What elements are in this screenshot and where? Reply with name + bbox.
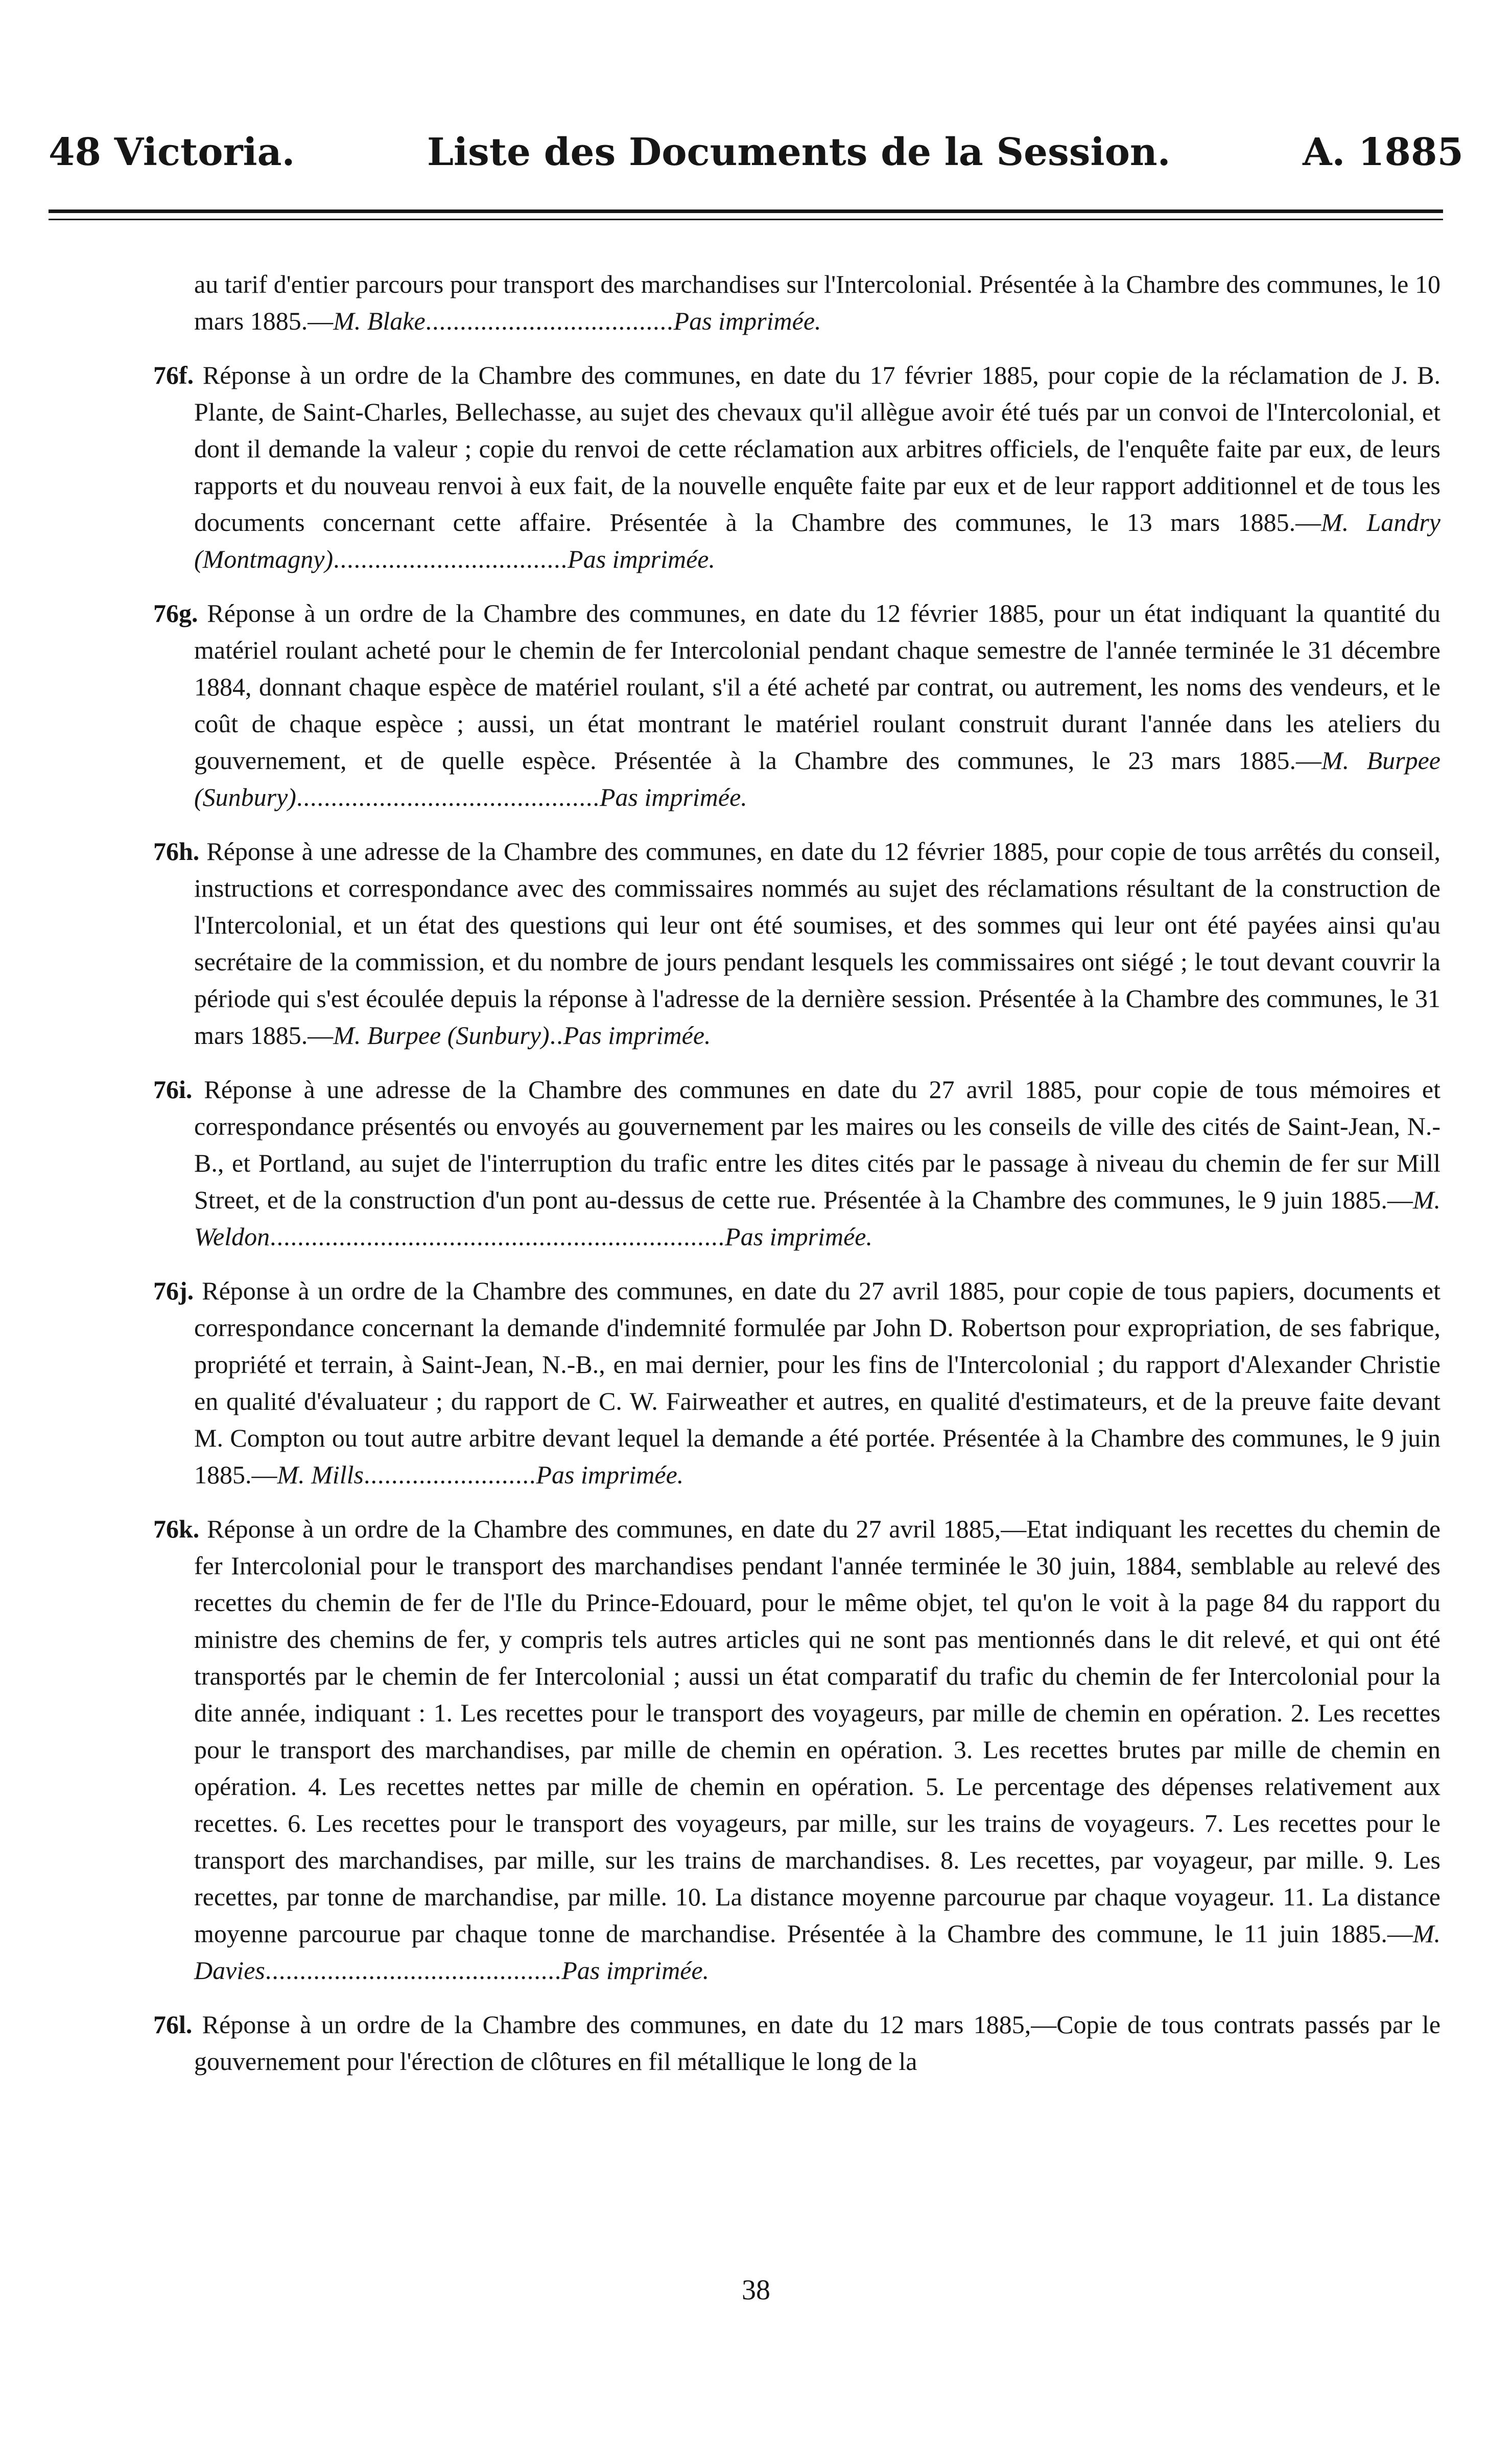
entry-member: M. Landry (Montmagny) bbox=[194, 508, 1441, 573]
list-item bbox=[153, 1071, 1440, 1255]
entry-leader-dots: ......................... bbox=[363, 1460, 536, 1489]
entry-text: Réponse à un ordre de la Chambre des communes, en date du 17 février 1885, pour copie de la réclamation de J. B. Plante, de Saint-Charles, Bellechasse, au sujet des chevaux qu'il allègue avoir été tués par un convoi de l'Intercolonial, et dont il demande la valeur ; copie du renvoi de cette réclamation aux arbitres officiels, de l'enquête faite par eux, de leurs rapports et du nouveau renvoi à eux fait, de la nouvelle enquête faite par eux et de leur rapport additionnel et de tous les documents concernant cette affaire. Présentée à la Chambre des communes, le 13 mars 1885.— bbox=[194, 361, 1440, 537]
entry-status: Pas imprimée. bbox=[568, 545, 715, 573]
entry-text: Réponse à un ordre de la Chambre des communes, en date du 27 avril 1885,—Etat indiquant les recettes du chemin de fer Intercolonial pour le transport des marchandises pendant l'année terminée le 30 juin, 1884, semblable au relevé des recettes du chemin de fer de l'Ile du Prince-Edouard, pour le même objet, tel qu'on le voit à la page 84 du rapport du ministre des chemins de fer, y compris tels autres articles qui ne sont pas mentionnés dans le dit relevé, et qui ont été transportés par le chemin de fer Intercolonial ; aussi un état comparatif du trafic du chemin de fer Intercolonial pour la dite année, indiquant : 1. Les recettes pour le transport des voyageurs, par mille de chemin en opération. 2. Les recettes pour le transport des marchandises, par mille de chemin en opération. 3. Les recettes brutes par mille de chemin en opération. 4. Les recettes nettes par mille de chemin en opération. 5. Le percentage des dépenses relativement aux recettes. 6. Les recettes pour le transport des voyageurs, par mille, sur les trains de voyageurs. 7. Les recettes pour le transport des marchandises, par mille, sur les trains de marchandises. 8. Les recettes, par voyageur, par mille. 9. Les recettes, par tonne de marchandise, par mille. 10. La distance moyenne parcourue par chaque voyageur. 11. La distance moyenne parcourue par chaque tonne de marchandise. Présentée à la Chambre des commune, le 11 juin 1885.— bbox=[194, 1515, 1441, 1948]
entry-status: Pas imprimée. bbox=[725, 1222, 872, 1251]
entry-text: au tarif d'entier parcours pour transport des marchandises sur l'Intercolonial. Présentée à la Chambre des communes, le 10 mars 1885.— bbox=[194, 270, 1440, 335]
entry-status: Pas imprimée. bbox=[561, 1956, 710, 1985]
header-rule-thick bbox=[49, 209, 1443, 213]
entry-member: M. Blake bbox=[333, 307, 426, 335]
entry-member: M. Mills bbox=[277, 1460, 364, 1489]
entry-status: Pas imprimée. bbox=[536, 1460, 684, 1489]
entry-leader-dots: .................................................................. bbox=[270, 1222, 725, 1251]
entry-member: M. Weldon bbox=[194, 1185, 1440, 1251]
entry-number: 76f. bbox=[153, 361, 194, 389]
entry-number: 76j. bbox=[153, 1276, 194, 1305]
entry-text: Réponse à un ordre de la Chambre des communes, en date du 12 mars 1885,—Copie de tous contrats passés par le gouvernement pour l'érection de clôtures en fil métallique le long de la bbox=[194, 2010, 1441, 2076]
entry-status: Pas imprimée. bbox=[563, 1021, 711, 1050]
page-number: 38 bbox=[742, 2274, 770, 2306]
list-item bbox=[153, 1272, 1440, 1493]
entry-leader-dots: ........................................... bbox=[265, 1956, 562, 1985]
entry-number: 76k. bbox=[153, 1515, 200, 1543]
entry-number: 76g. bbox=[153, 599, 198, 627]
list-item bbox=[153, 1510, 1440, 1989]
entry-member: M. Burpee (Sunbury) bbox=[194, 746, 1440, 811]
list-item bbox=[153, 833, 1440, 1054]
entry-number: 76l. bbox=[153, 2010, 193, 2039]
header-rule-thin bbox=[49, 219, 1443, 220]
entry-text: Réponse à une adresse de la Chambre des communes en date du 27 avril 1885, pour copie de tous mémoires et correspondance présentés ou envoyés au gouvernement par les maires ou les conseils de ville des cités de Saint-Jean, N.-B., et Portland, au sujet de l'interruption du trafic entre les dites cités par le passage à niveau du chemin de fer sur Mill Street, et de la construction d'un pont au-dessus de cette rue. Présentée à la Chambre des communes, le 9 juin 1885.— bbox=[194, 1075, 1441, 1214]
entry-text: Réponse à un ordre de la Chambre des communes, en date du 27 avril 1885, pour copie de tous papiers, documents et correspondance concernant la demande d'indemnité formulée par John D. Robertson pour expropriation, de ses fabrique, propriété et terrain, à Saint-Jean, N.-B., en mai dernier, pour les fins de l'Intercolonial ; du rapport d'Alexander Christie en qualité d'évaluateur ; du rapport de C. W. Fairweather et autres, en qualité d'estimateurs, et de la preuve faite devant M. Compton ou tout autre arbitre devant lequel la demande a été portée. Présentée à la Chambre des communes, le 9 juin 1885.— bbox=[194, 1276, 1440, 1489]
list-item bbox=[153, 357, 1440, 577]
entry-number: 76h. bbox=[153, 837, 200, 866]
list-item bbox=[153, 2006, 1440, 2080]
entry-leader-dots: .................................. bbox=[333, 545, 568, 573]
entry-text: Réponse à un ordre de la Chambre des communes, en date du 12 février 1885, pour un état indiquant la quantité du matériel roulant acheté pour le chemin de fer Intercolonial pendant chaque semestre de l'année terminée le 31 décembre 1884, donnant chaque espèce de matériel roulant, s'il a été acheté par contrat, ou autrement, les noms des vendeurs, et le coût de chaque espèce ; aussi, un état montrant le matériel roulant construit durant l'année dans les ateliers du gouvernement, et de quelle espèce. Présentée à la Chambre des communes, le 23 mars 1885.— bbox=[194, 599, 1440, 775]
entry-status: Pas imprimée. bbox=[599, 783, 747, 811]
entry-member: M. Burpee (Sunbury) bbox=[333, 1021, 550, 1050]
entry-leader-dots: .................................... bbox=[425, 307, 674, 335]
list-item bbox=[153, 266, 1440, 339]
entry-leader-dots: ............................................ bbox=[296, 783, 600, 811]
entry-number: 76i. bbox=[153, 1075, 193, 1104]
document-list bbox=[153, 266, 1440, 2097]
entry-leader-dots: .. bbox=[549, 1021, 563, 1050]
entry-text: Réponse à une adresse de la Chambre des communes, en date du 12 février 1885, pour copie de tous arrêtés du conseil, instructions et correspondance avec des commissaires nommés au sujet des réclamations résultant de la construction de l'Intercolonial, et un état des questions qui leur ont été soumises, et des sommes qui leur ont été payées ainsi qu'au secrétaire de la commission, et du nombre de jours pendant lesquels les commissaires ont siégé ; le tout devant couvrir la période qui s'est écoulée depuis la réponse à l'adresse de la dernière session. Présentée à la Chambre des communes, le 31 mars 1885.— bbox=[194, 837, 1440, 1050]
entry-status: Pas imprimée. bbox=[673, 307, 821, 335]
header-year: A. 1885 bbox=[1303, 130, 1463, 174]
page-header bbox=[49, 130, 1463, 187]
header-title: Liste des Documents de la Session. bbox=[427, 130, 1171, 174]
list-item bbox=[153, 595, 1440, 816]
entry-member: M. Davies bbox=[194, 1919, 1440, 1985]
header-regnal-year: 48 Victoria. bbox=[49, 130, 295, 174]
